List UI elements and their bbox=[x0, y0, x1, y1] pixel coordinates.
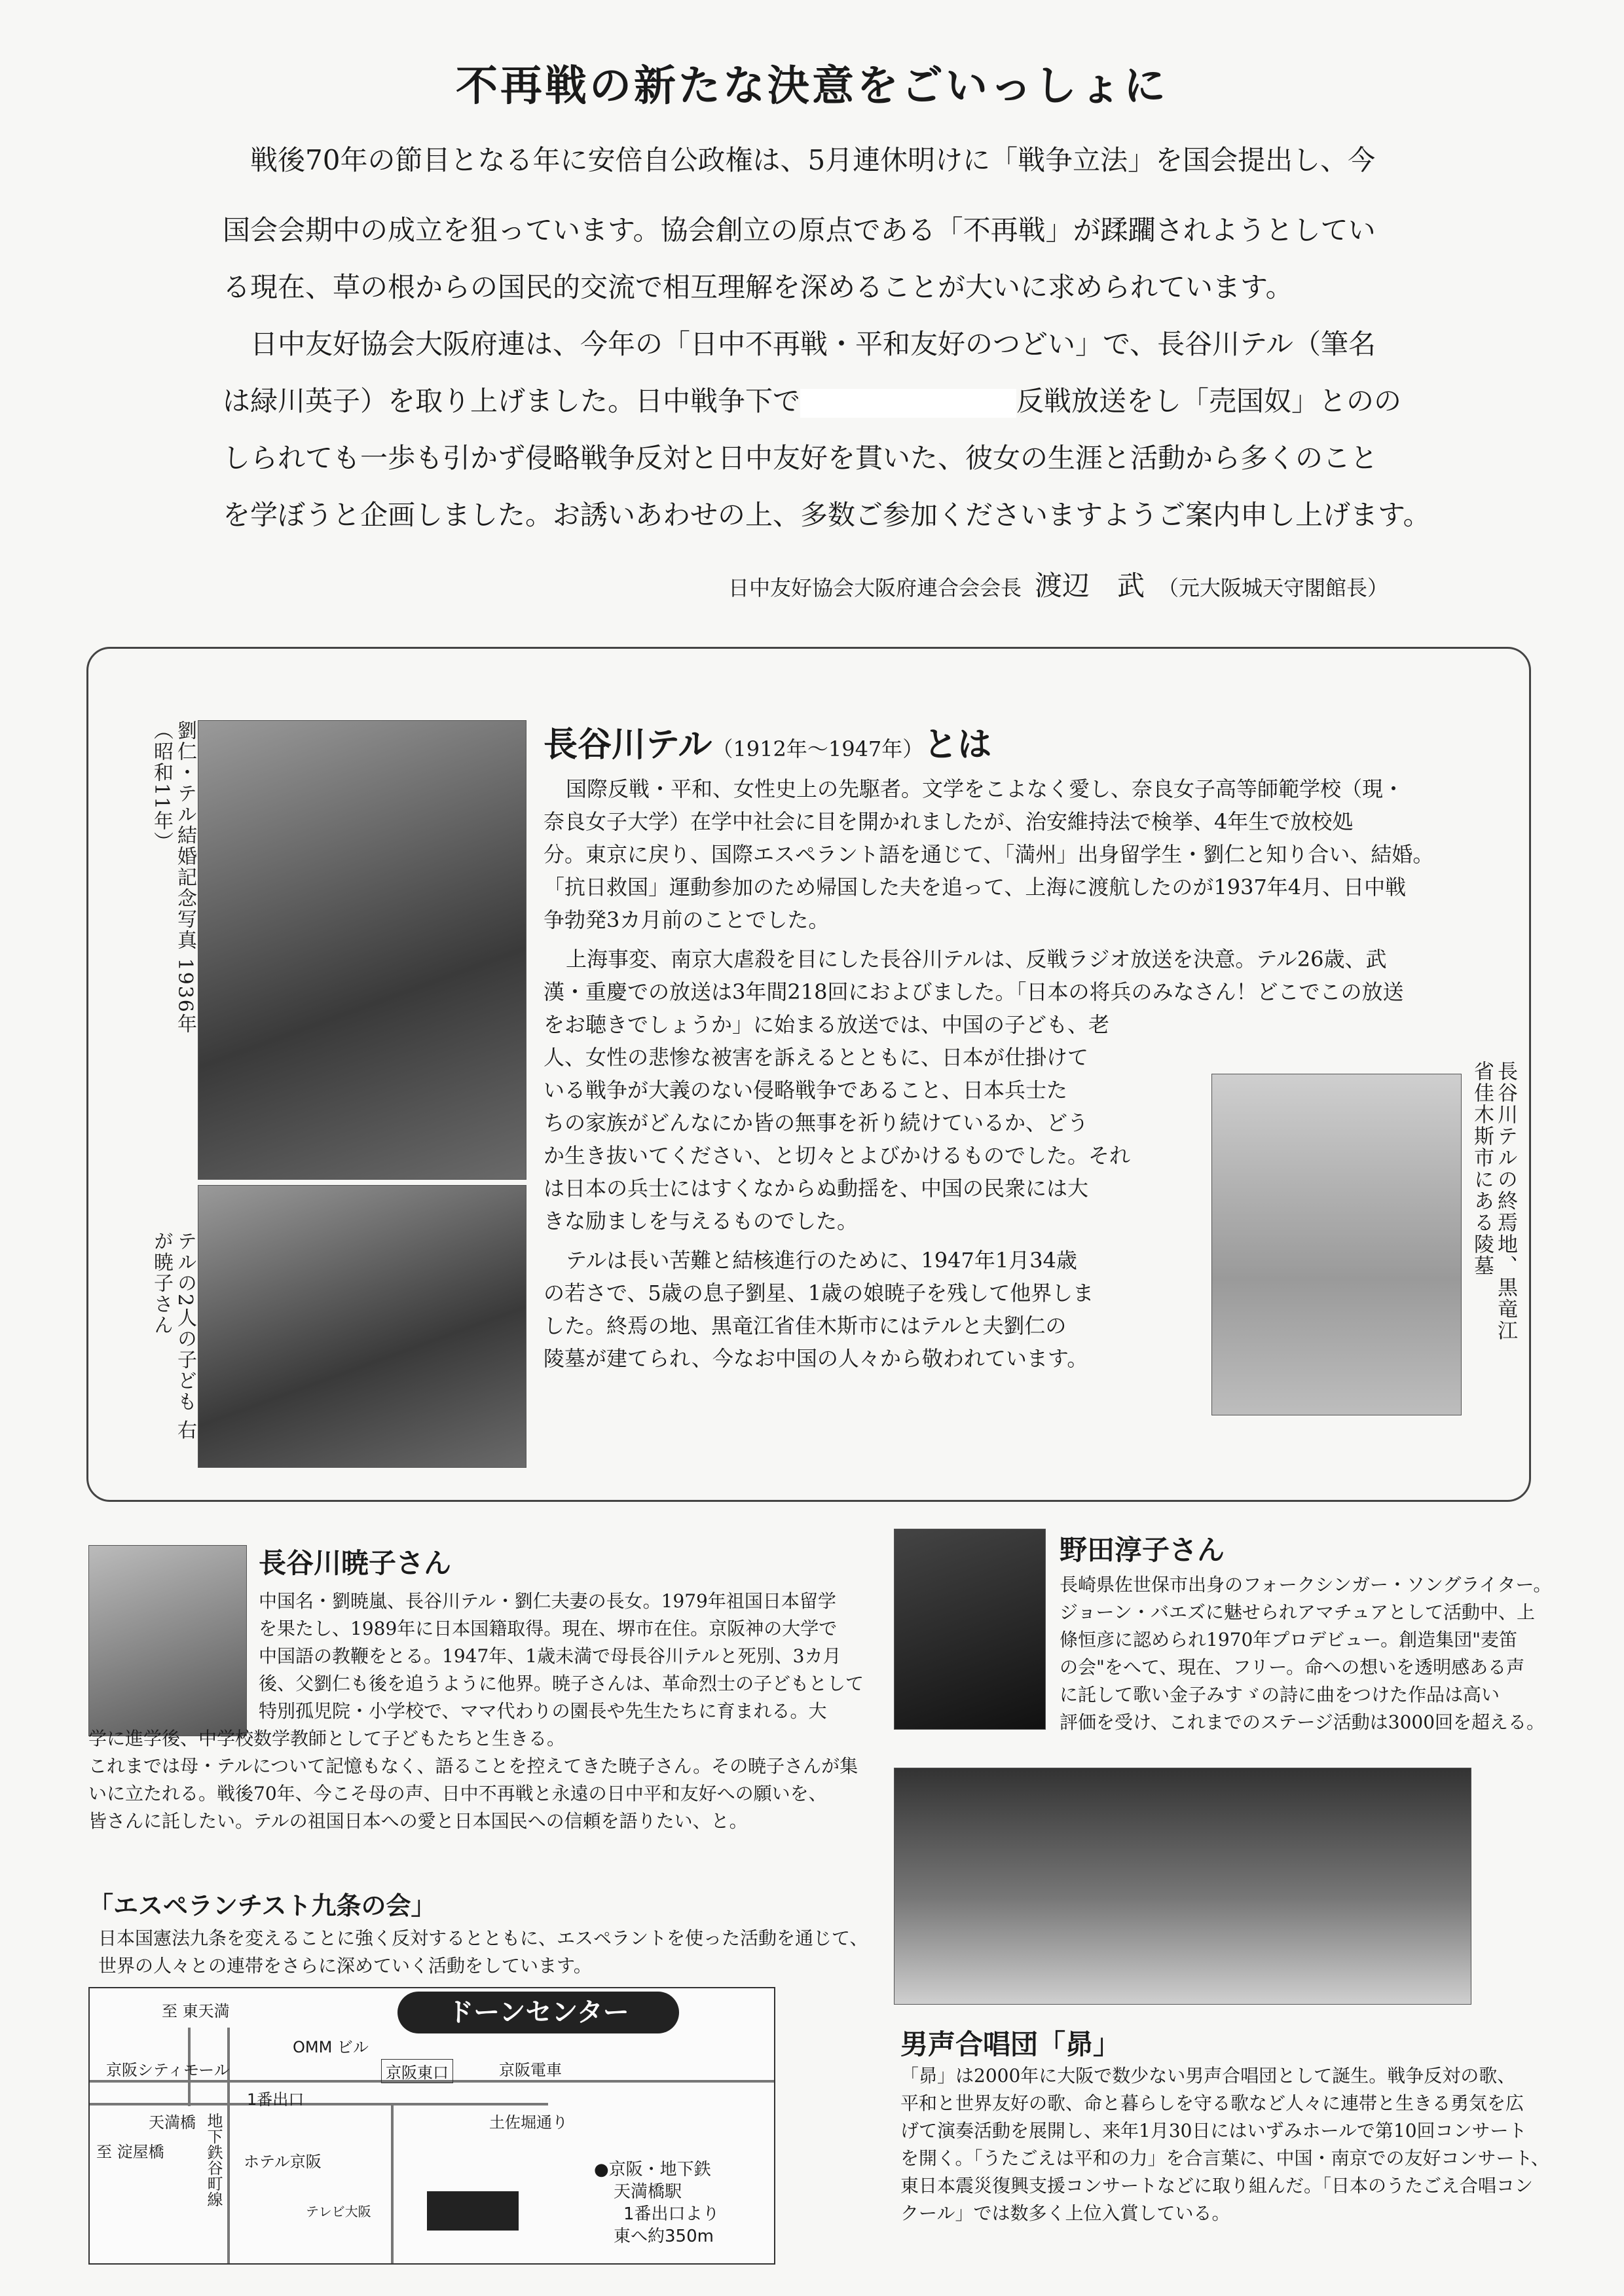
akiko-line: 中国名・劉暁嵐、長谷川テル・劉仁夫妻の長女。1979年祖国日本留学 bbox=[259, 1590, 836, 1612]
bio-line: をお聴きでしょうか」に始まる放送では、中国の子ども、老 bbox=[544, 1012, 1110, 1037]
noda-line: 評価を受け、これまでのステージ活動は3000回を超える。 bbox=[1060, 1711, 1545, 1733]
bio-line: テルは長い苦難と結核進行のために、1947年1月34歳 bbox=[566, 1248, 1077, 1273]
akiko-line: いに立たれる。戦後70年、今こそ母の声、日中不再戦と永遠の日中平和友好への願いを、 bbox=[88, 1783, 827, 1804]
intro-line bbox=[223, 382, 1401, 421]
intro-line: る現在、草の根からの国民的交流で相互理解を深めることが大いに求められています。 bbox=[223, 271, 1293, 303]
akiko-line: 後、父劉仁も後を追うように他界。暁子さんは、革命烈士の子どもとして bbox=[259, 1673, 864, 1694]
bio-line: か生き抜いてください、と切々とよびかけるものでした。それ bbox=[544, 1143, 1131, 1168]
bio-line: 人、女性の悲惨な被害を訴えるとともに、日本が仕掛けて bbox=[544, 1045, 1089, 1070]
noda-line: 條恒彦に認められ1970年プロデビュー。創造集団"麦笛 bbox=[1060, 1629, 1518, 1650]
page-title: 不再戦の新たな決意をごいっしょに bbox=[456, 62, 1168, 111]
choir-line: 東日本震災復興支援コンサートなどに取り組んだ。「日本のうたごえ合唱コン bbox=[900, 2175, 1534, 2196]
bio-line: 分。東京に戻り、国際エスペラント語を通じて、「満州」出身留学生・劉仁と知り合い、結婚。 bbox=[544, 842, 1434, 867]
bio-line: 国際反戦・平和、女性史上の先駆者。文学をこよなく愛し、奈良女子高等師範学校（現・ bbox=[566, 776, 1405, 801]
bio-line: 陵墓が建てられ、今なお中国の人々から敬われています。 bbox=[544, 1346, 1088, 1371]
signature-name: 渡辺 武 bbox=[1034, 570, 1145, 602]
bio-line: した。終焉の地、黒竜江省佳木斯市にはテルと夫劉仁の bbox=[544, 1313, 1067, 1338]
bio-line: ちの家族がどんなにか皆の無事を祈り続けているか、どう bbox=[544, 1110, 1089, 1135]
venue-label: ドーンセンター bbox=[397, 1992, 679, 2033]
bio-line: 奈良女子大学）在学中社会に目を開かれましたが、治安維持法で検挙、4年生で放校処 bbox=[544, 809, 1354, 834]
choir-line: 平和と世界友好の歌、命と暮らしを守る歌など人々に連帯と生きる勇気を広 bbox=[900, 2092, 1524, 2114]
noda-title: 野田淳子さん bbox=[1060, 1534, 1225, 1566]
venue-building bbox=[427, 2191, 519, 2231]
station-info bbox=[594, 2159, 771, 2248]
signature bbox=[728, 564, 1388, 604]
choir-line: 「昴」は2000年に大阪で数少ない男声合唱団として誕生。戦争反対の歌、 bbox=[900, 2065, 1516, 2086]
noda-text bbox=[1060, 1571, 1557, 1736]
map-label: 天満橋 bbox=[149, 2113, 196, 2132]
station-line: ●京阪・地下鉄 bbox=[594, 2160, 711, 2179]
children-photo bbox=[198, 1185, 526, 1468]
bio-line: 漢・重慶での放送は3年間218回におよびました。「日本の将兵のみなさん！どこでこの放送 bbox=[544, 979, 1404, 1004]
station-line: 1番出口より bbox=[623, 2204, 720, 2224]
akiko-photo bbox=[88, 1545, 247, 1736]
tomb-photo bbox=[1211, 1074, 1462, 1415]
akiko-title: 長谷川暁子さん bbox=[259, 1547, 452, 1579]
esperanto-title: 「エスペランチスト九条の会」 bbox=[88, 1891, 436, 1920]
station-line: 天満橋駅 bbox=[614, 2182, 682, 2202]
bio-line: 上海事変、南京大虐殺を目にした長谷川テルは、反戦ラジオ放送を決意。テル26歳、武 bbox=[566, 947, 1387, 972]
akiko-line: 皆さんに託したい。テルの祖国日本への愛と日本国民への信頼を語りたい、と。 bbox=[88, 1810, 748, 1832]
map-label: 京阪シティモール bbox=[106, 2061, 230, 2079]
akiko-line: 学に進学後、中学校数学教師として子どもたちと生きる。 bbox=[88, 1728, 566, 1749]
map-label: 地下鉄谷町線 bbox=[204, 2113, 223, 2207]
intro-line: 国会会期中の成立を狙っています。協会創立の原点である「不再戦」が蹂躙されようとしてい bbox=[223, 214, 1376, 246]
noda-line: に託して歌い金子みすゞの詩に曲をつけた作品は高い bbox=[1060, 1684, 1500, 1705]
intro-line: を学ぼうと企画しました。お誘いあわせの上、多数ご参加くださいますようご案内申し上げます。 bbox=[223, 499, 1431, 531]
noda-line: 長崎県佐世保市出身のフォークシンガー・ソングライター。 bbox=[1060, 1574, 1552, 1595]
bio-line: 「抗日救国」運動参加のため帰国した夫を追って、上海に渡航したのが1937年4月、日中戦 bbox=[544, 875, 1407, 900]
photo3-caption: 長谷川テルの終焉地、黒竜江省佳木斯市にある陵墓 bbox=[1470, 1061, 1517, 1341]
map-label: 1番出口 bbox=[247, 2090, 304, 2109]
intro-line: 日中友好協会大阪府連は、今年の「日中不再戦・平和友好のつどい」で、長谷川テル（筆名 bbox=[250, 328, 1376, 360]
intro-line: 戦後70年の節目となる年に安倍自公政権は、5月連休明けに「戦争立法」を国会提出し、今 bbox=[250, 144, 1376, 176]
bio-paragraph-3 bbox=[544, 1244, 1198, 1375]
akiko-line: これまでは母・テルについて記憶もなく、語ることを控えてきた暁子さん。その暁子さんが集 bbox=[88, 1755, 858, 1777]
noda-line: ジョーン・バエズに魅せられアマチュアとして活動中、上 bbox=[1060, 1601, 1536, 1623]
map-label: OMM ビル bbox=[293, 2038, 369, 2056]
akiko-text-bottom bbox=[88, 1725, 887, 1835]
akiko-text-top bbox=[259, 1588, 887, 1725]
akiko-line: 特別孤児院・小学校で、ママ代わりの園長や先生たちに育まれる。大 bbox=[259, 1700, 827, 1722]
wedding-photo bbox=[198, 720, 526, 1180]
noda-line: の会"をへて、現在、フリー。命への想いを透明感ある声 bbox=[1060, 1656, 1525, 1678]
esperanto-line: 世界の人々との連帯をさらに深めていく活動をしています。 bbox=[98, 1955, 592, 1977]
choir-line: げて演奏活動を展開し、来年1月30日にはいずみホールで第10回コンサート bbox=[900, 2120, 1527, 2141]
map-label: 土佐堀通り bbox=[489, 2113, 568, 2132]
esperanto-text bbox=[98, 1925, 884, 1980]
map-label: 京阪東口 bbox=[381, 2059, 453, 2083]
choir-line: クール」では数多く上位入賞している。 bbox=[900, 2202, 1230, 2224]
photo2-caption: テルの2人の子ども 右が暁子さん bbox=[150, 1231, 196, 1441]
intro-text: 反戦放送をし「売国奴」とのの bbox=[1016, 385, 1402, 417]
choir-text bbox=[900, 2062, 1562, 2227]
map-label: テレビ大阪 bbox=[306, 2204, 371, 2219]
signature-org: 日中友好協会大阪府連合会会長 bbox=[728, 575, 1022, 600]
bio-title-suffix: とは bbox=[923, 725, 992, 765]
intro-line: しられても一歩も引かず侵略戦争反対と日中友好を貫いた、彼女の生涯と活動から多くのこと bbox=[223, 442, 1378, 474]
bio-line: きな励ましを与えるものでした。 bbox=[544, 1209, 858, 1233]
bio-title: 長谷川テル bbox=[544, 725, 712, 765]
esperanto-line: 日本国憲法九条を変えることに強く反対するとともに、エスペラントを使った活動を通じて、 bbox=[98, 1927, 868, 1949]
bio-years: （1912年〜1947年） bbox=[712, 737, 924, 761]
station-line: 東へ約350m bbox=[614, 2227, 714, 2246]
choir-photo bbox=[894, 1768, 1471, 2005]
bio-line: は日本の兵士にはすくなからぬ動揺を、中国の民衆には大 bbox=[544, 1176, 1089, 1201]
map-label: 至 東天満 bbox=[162, 2002, 230, 2020]
map-label: ホテル京阪 bbox=[244, 2153, 322, 2171]
signature-note: （元大阪城天守閣館長） bbox=[1157, 575, 1388, 600]
photo1-caption: 劉仁・テル結婚記念写真 1936年（昭和11年） bbox=[150, 720, 196, 1034]
choir-line: を開く。「うたごえは平和の力」を合言葉に、中国・南京での友好コンサート、 bbox=[900, 2147, 1549, 2169]
noda-photo bbox=[894, 1529, 1046, 1730]
bio-paragraph-1 bbox=[544, 773, 1493, 936]
bio-line: いる戦争が大義のない侵略戦争であること、日本兵士た bbox=[544, 1078, 1068, 1102]
intro-text: は緑川英子）を取り上げました。日中戦争下で bbox=[223, 385, 801, 417]
map-label: 京阪電車 bbox=[499, 2061, 562, 2079]
choir-title: 男声合唱団「昴」 bbox=[900, 2028, 1121, 2060]
bio-line: 争勃発3カ月前のことでした。 bbox=[544, 907, 830, 932]
akiko-line: を果たし、1989年に日本国籍取得。現在、堺市在住。京阪神の大学で bbox=[259, 1618, 838, 1639]
bio-line: の若さで、5歳の息子劉星、1歳の娘暁子を残して他界しま bbox=[544, 1281, 1094, 1305]
redaction-block bbox=[800, 389, 1016, 418]
map-label: 至 淀屋橋 bbox=[96, 2143, 164, 2161]
access-map bbox=[88, 1987, 775, 2265]
akiko-line: 中国語の教鞭をとる。1947年、1歳未満で母長谷川テルと死別、3カ月 bbox=[259, 1645, 841, 1667]
bio-heading bbox=[544, 717, 991, 766]
